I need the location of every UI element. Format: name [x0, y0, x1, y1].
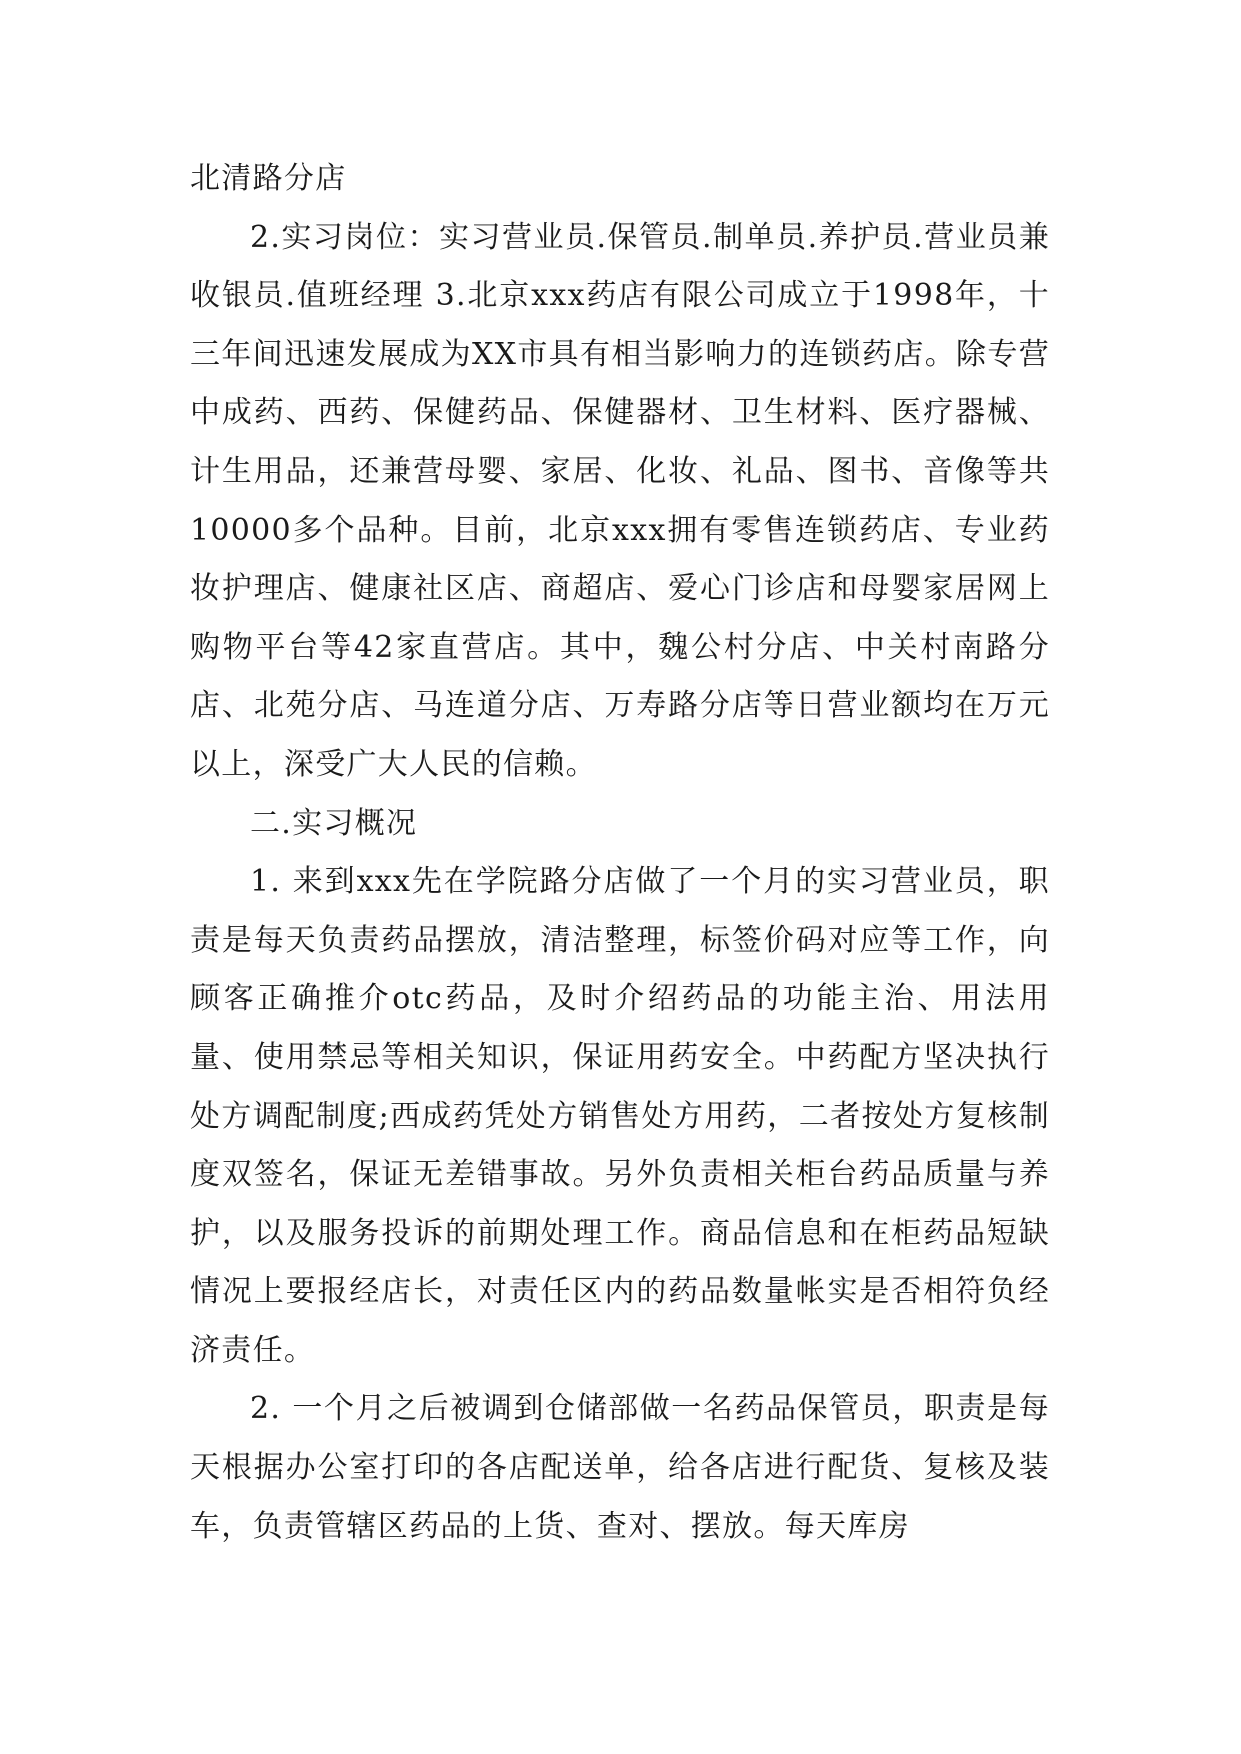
- paragraph-warehouse-keeper-duties: 2. 一个月之后被调到仓储部做一名药品保管员，职责是每天根据办公室打印的各店配送单，给各店进行配货、复核及装车，负责管辖区药品的上货、查对、摆放。每天库房: [190, 1391, 1050, 1544]
- paragraph-store-name: 北清路分店: [190, 161, 347, 196]
- document-body: [190, 150, 1050, 1556]
- paragraph-company-intro: 2.实习岗位：实习营业员.保管员.制单员.养护员.营业员兼收银员.值班经理 3.北京xxx药店有限公司成立于1998年，十三年间迅速发展成为XX市具有相当影响力的连锁药店。除专营中成药、西药、保健药品、保健器材、卫生材料、医疗器械、计生用品，还兼营母婴、家居、化妆、礼品、图书、音像等共10000多个品种。目前，北京xxx拥有零售连锁药店、专业药妆护理店、健康社区店、商超店、爱心门诊店和母婴家居网上购物平台等42家直营店。其中，魏公村分店、中关村南路分店、北苑分店、马连道分店、万寿路分店等日营业额均在万元以上，深受广大人民的信赖。: [190, 219, 1050, 782]
- paragraph-sales-intern-duties: 1. 来到xxx先在学院路分店做了一个月的实习营业员，职责是每天负责药品摆放，清洁整理，标签价码对应等工作，向顾客正确推介otc药品，及时介绍药品的功能主治、用法用量、使用禁忌等相关知识，保证用药安全。中药配方坚决执行处方调配制度;西成药凭处方销售处方用药，二者按处方复核制度双签名，保证无差错事故。另外负责相关柜台药品质量与养护，以及服务投诉的前期处理工作。商品信息和在柜药品短缺情况上要报经店长，对责任区内的药品数量帐实是否相符负经济责任。: [190, 864, 1050, 1368]
- section-heading-internship-overview: 二.实习概况: [250, 805, 418, 841]
